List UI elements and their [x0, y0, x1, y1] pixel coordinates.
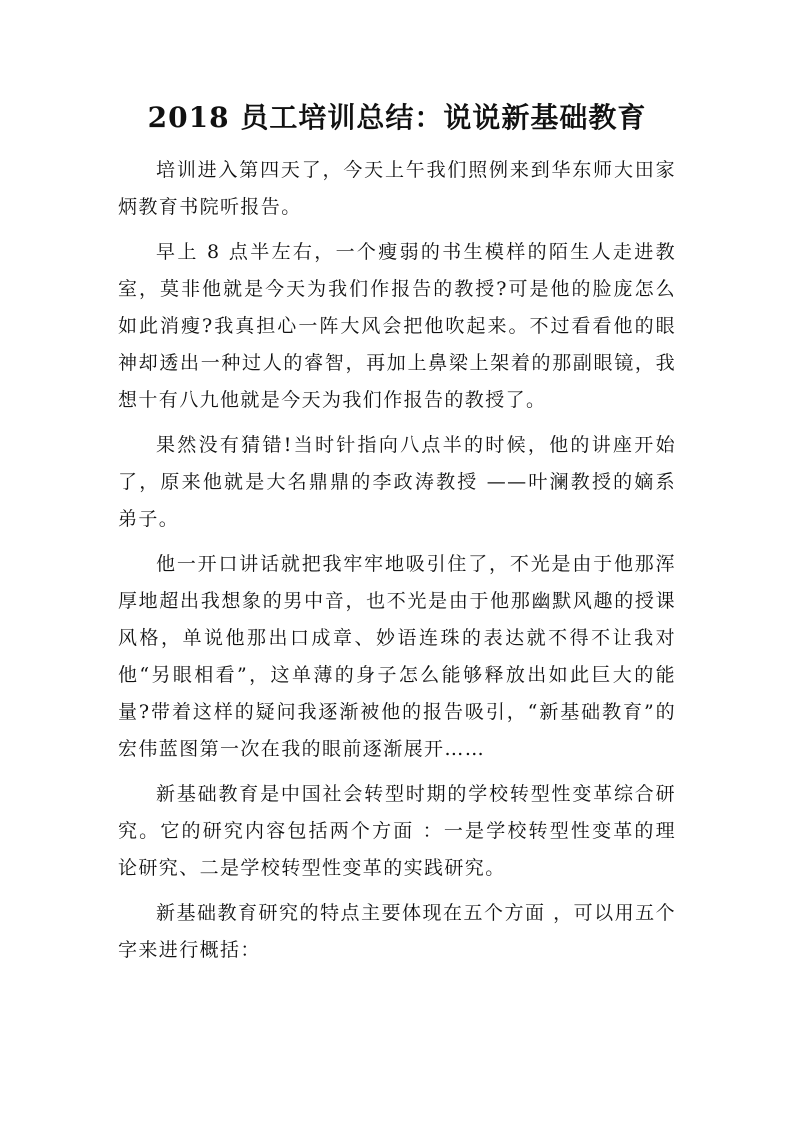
paragraph-6: 新基础教育研究的特点主要体现在五个方面 ，可以用五个字来进行概括：	[118, 902, 676, 961]
paragraph-4: 他一开口讲话就把我牢牢地吸引住了，不光是由于他那浑厚地超出我想象的男中音，也不光是由于他那幽默风趣的授课风格，单说他那出口成章、妙语连珠的表达就不得不让我对他“另眼相看”，这单薄的身子怎么能够释放出如此巨大的能量?带着这样的疑问我逐渐被他的报告吸引，“新基础教育”的宏伟蓝图第一次在我的眼前逐渐展开……	[118, 553, 676, 760]
document-title: 2018 员工培训总结：说说新基础教育	[147, 101, 647, 134]
paragraph-1: 培训进入第四天了，今天上午我们照例来到华东师大田家炳教育书院听报告。	[118, 159, 676, 218]
paragraph-2: 早上 8 点半左右，一个瘦弱的书生模样的陌生人走进教室，莫非他就是今天为我们作报告的教授?可是他的脸庞怎么如此消瘦?我真担心一阵大风会把他吹起来。不过看看他的眼神却透出一种过人的睿智，再加上鼻梁上架着的那副眼镜，我想十有八九他就是今天为我们作报告的教授了。	[118, 241, 676, 411]
paragraph-5: 新基础教育是中国社会转型时期的学校转型性变革综合研究。它的研究内容包括两个方面 ：一是学校转型性变革的理论研究、二是学校转型性变革的实践研究。	[118, 783, 676, 879]
paragraph-3: 果然没有猜错!当时针指向八点半的时候，他的讲座开始了，原来他就是大名鼎鼎的李政涛教授 ——叶澜教授的嫡系弟子。	[118, 434, 676, 530]
